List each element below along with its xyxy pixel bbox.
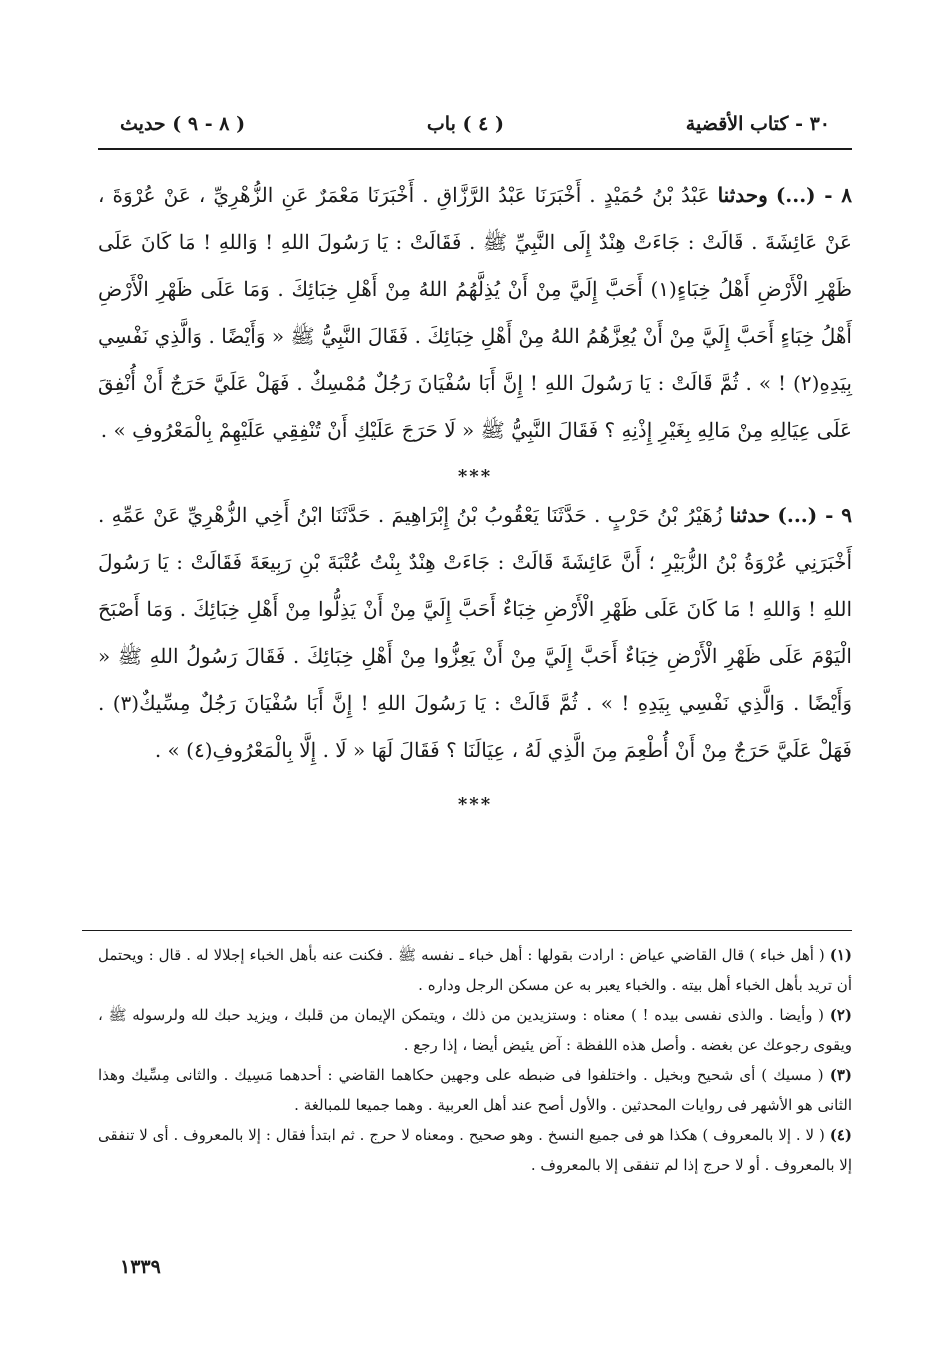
section-separator: *** (457, 466, 493, 487)
hadith-8 (98, 172, 852, 454)
footnote-text: ( مسيك ) أى شحيح وبخيل . واختلفوا فى ضبطه على وجهين حكاهما القاضي : أحدهما مَسِيك . والثانى مِسِّيك وهذا الثانى هو الأشهر فى روايات المحدثين . والأول أصح عند أهل العربية . وهما جميعا للمبالغة . (98, 1066, 852, 1114)
footnotes (98, 940, 852, 1180)
running-header (120, 108, 830, 140)
page-number: ١٣٣٩ (120, 1256, 161, 1278)
footnote-number: (١) (829, 946, 852, 964)
hadith-text: زُهَيْرُ بْنُ حَرْبٍ . حَدَّثَنَا يَعْقُوبُ بْنُ إِبْرَاهِيمَ . حَدَّثَنَا ابْنُ أَخِي الزُّهْرِيِّ عَنْ عَمِّهِ . أَخْبَرَنِي عُرْوَةُ بْنُ الزُّبَيْرِ ؛ أَنَّ عَائِشَةَ قَالَتْ : جَاءَتْ هِنْدٌ بِنْتُ عُتْبَةَ بْنِ رَبِيعَةَ فَقَالَتْ : يَا رَسُولَ اللهِ ! وَاللهِ ! مَا كَانَ عَلَى ظَهْرِ الْأَرْضِ خِبَاءٌ أَحَبَّ إِلَيَّ مِنْ أَنْ يَذِلُّوا مِنْ أَهْلِ خِبَائِكَ . وَمَا أَصْبَحَ الْيَوْمَ عَلَى ظَهْرِ الْأَرْضِ خِبَاءٌ أَحَبَّ إِلَيَّ مِنْ أَنْ يَعِزُّوا مِنْ أَهْلِ خِبَائِكَ . فَقَالَ رَسُولُ اللهِ ﷺ « وَأَيْضًا . وَالَّذِي نَفْسِي بِيَدِهِ ! » . ثُمَّ قَالَتْ : يَا رَسُولَ اللهِ ! إِنَّ أَبَا سُفْيَانَ رَجُلٌ مِسِّيكٌ(٣) . فَهَلْ عَلَيَّ حَرَجٌ مِنْ أَنْ أُطْعِمَ مِنَ الَّذِي لَهُ ، عِيَالَنَا ؟ فَقَالَ لَهَا « لَا . إِلَّا بِالْمَعْرُوفِ(٤) » . (98, 503, 852, 762)
hadith-number: ٨ - (...) (775, 183, 852, 207)
header-hadith-range: ( ٨ - ٩ ) حديث (120, 113, 246, 135)
footnote-text: ( لا . إلا بالمعروف ) هكذا هو فى جميع النسخ . وهو صحيح . ومعناه لا حرج . ثم ابتدأ فقال : إلا بالمعروف . أى لا تنفقى إلا بالمعروف . أو لا حرج إذا لم تنفقى إلا بالمعروف . (98, 1126, 852, 1174)
hadith-text: عَبْدُ بْنُ حُمَيْدٍ . أَخْبَرَنَا عَبْدُ الرَّزَّاقِ . أَخْبَرَنَا مَعْمَرٌ عَنِ الزُّهْرِيِّ ، عَنْ عُرْوَةَ ، عَنْ عَائِشَةَ . قَالَتْ : جَاءَتْ هِنْدٌ إِلَى النَّبِيِّ ﷺ . فَقَالَتْ : يَا رَسُولَ اللهِ ! وَاللهِ ! مَا كَانَ عَلَى ظَهْرِ الْأَرْضِ أَهْلُ خِبَاءٍ(١) أَحَبَّ إِلَيَّ مِنْ أَنْ يُذِلَّهُمُ اللهُ مِنْ أَهْلِ خِبَائِكَ . وَمَا عَلَى ظَهْرِ الْأَرْضِ أَهْلُ خِبَاءٍ أَحَبَّ إِلَيَّ مِنْ أَنْ يُعِزَّهُمُ اللهُ مِنْ أَهْلِ خِبَائِكَ . فَقَالَ النَّبِيُّ ﷺ « وَأَيْضًا . وَالَّذِي نَفْسِي بِيَدِهِ(٢) ! » . ثُمَّ قَالَتْ : يَا رَسُولَ اللهِ ! إِنَّ أَبَا سُفْيَانَ رَجُلٌ مُمْسِكٌ . فَهَلْ عَلَيَّ حَرَجٌ أَنْ أُنْفِقَ عَلَى عِيَالِهِ مِنْ مَالِهِ بِغَيْرِ إِذْنِهِ ؟ فَقَالَ النَّبِيُّ ﷺ « لَا حَرَجَ عَلَيْكِ أَنْ تُنْفِقِي عَلَيْهِمْ بِالْمَعْرُوفِ » . (98, 183, 852, 442)
footnote-1 (98, 940, 852, 1000)
hadith-lead-word: حدثنا (729, 503, 771, 527)
footnote-text: ( وأيضا . والذى نفسى بيده ! ) معناه : وستزيدين من ذلك ، ويتمكن الإيمان من قلبك ، ويزيد حبك لله ولرسوله ﷺ ، ويقوى رجوعك عن بغضه . وأصل هذه اللفظة : آض يئيض أيضا ، إذا رجع . (98, 1006, 852, 1054)
footnote-4 (98, 1120, 852, 1180)
footnote-number: (٤) (829, 1126, 852, 1144)
header-rule (98, 148, 852, 150)
footnote-2 (98, 1000, 852, 1060)
footnote-number: (٣) (829, 1066, 852, 1084)
header-book-title: ٣٠ - كتاب الأقضية (685, 113, 830, 135)
footnote-3 (98, 1060, 852, 1120)
hadith-9 (98, 492, 852, 774)
footnote-rule (82, 930, 852, 931)
hadith-number: ٩ - (...) (777, 503, 852, 527)
section-separator: *** (457, 794, 493, 815)
hadith-lead-word: وحدثنا (717, 183, 768, 207)
footnote-number: (٢) (829, 1006, 853, 1024)
header-chapter: ( ٤ ) باب (426, 113, 504, 135)
footnote-text: ( أهل خباء ) قال القاضي عياض : ارادت بقولها : أهل خباء ـ نفسه ﷺ . فكنت عنه بأهل الخباء إجلالا له . قال : ويحتمل أن تريد بأهل الخباء أهل بيته . والخباء يعبر به عن مسكن الرجل وداره . (98, 946, 852, 994)
